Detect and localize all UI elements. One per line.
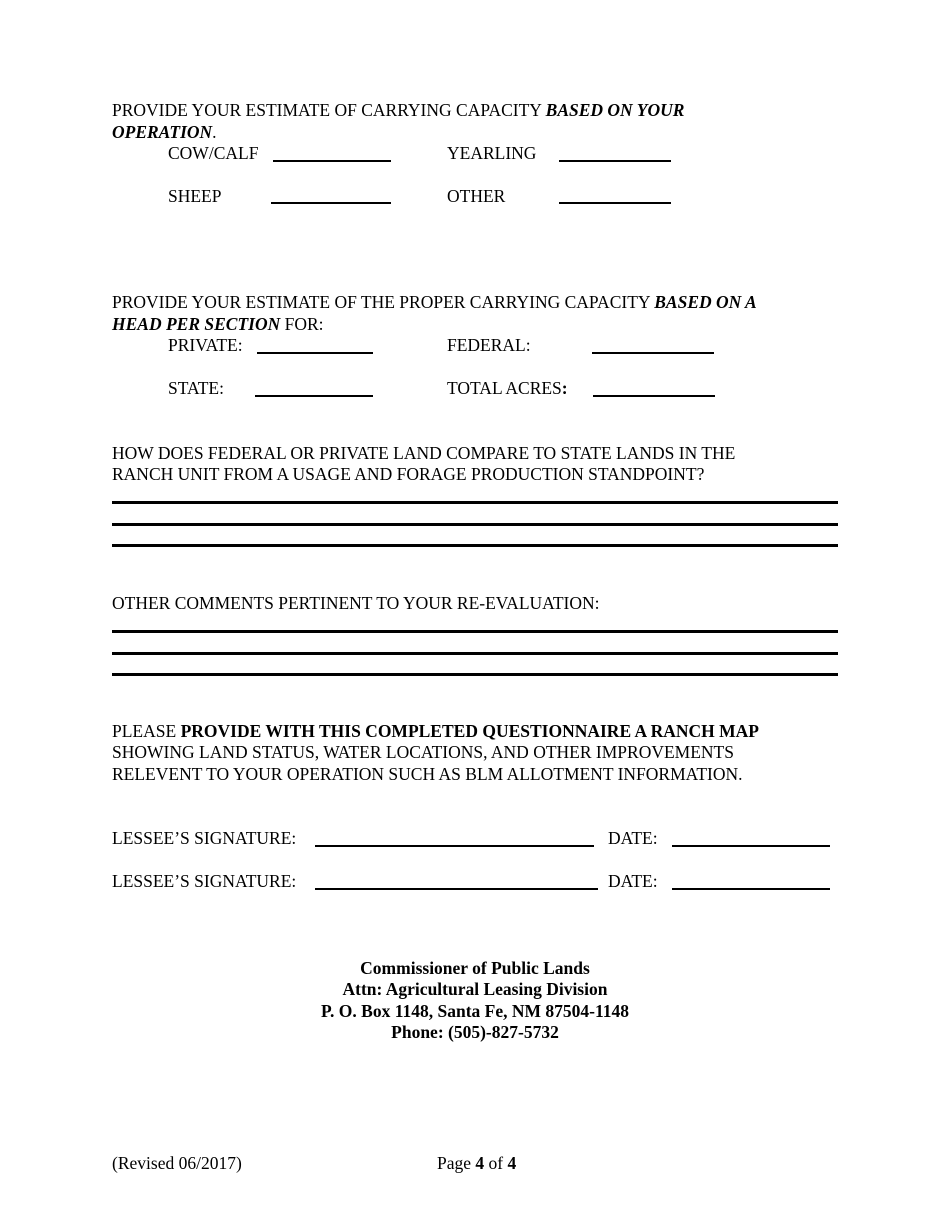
other-comments-answer-line[interactable] [112,652,838,655]
date-field[interactable] [672,888,830,890]
sheep-field[interactable] [271,202,391,204]
total-acres-label: TOTAL ACRES: [447,378,568,398]
other-comments-answer-line[interactable] [112,673,838,676]
heading-text: PROVIDE YOUR ESTIMATE OF CARRYING CAPACITY [112,100,546,120]
sheep-label: SHEEP [168,186,222,206]
federal-field[interactable] [592,352,714,354]
heading-emphasis: BASED ON A [654,292,757,312]
other-label: OTHER [447,186,506,206]
address-line1: Commissioner of Public Lands [360,958,590,978]
heading-text: FOR: [280,314,324,334]
other-field[interactable] [559,202,671,204]
ranch-map-instruction-line3: RELEVENT TO YOUR OPERATION SUCH AS BLM ALLOTMENT INFORMATION. [112,764,743,784]
total-acres-field[interactable] [593,395,715,397]
yearling-field[interactable] [559,160,671,162]
heading-emphasis: OPERATION [112,122,213,142]
cow-calf-field[interactable] [273,160,391,162]
heading-text: . [212,122,217,142]
private-label: PRIVATE: [168,335,243,355]
federal-label: FEDERAL: [447,335,531,355]
land-comparison-question-line1: HOW DOES FEDERAL OR PRIVATE LAND COMPARE TO STATE LANDS IN THE [112,443,736,463]
land-comparison-answer-line[interactable] [112,523,838,526]
lessee-signature-field[interactable] [315,888,598,890]
cow-calf-label: COW/CALF [168,143,259,163]
date-label: DATE: [608,871,658,891]
heading-emphasis: BASED ON YOUR [545,100,685,120]
lessee-signature-label: LESSEE’S SIGNATURE: [112,871,297,891]
lessee-signature-field[interactable] [315,845,594,847]
private-field[interactable] [257,352,373,354]
address-line3: P. O. Box 1148, Santa Fe, NM 87504-1148 [320,1001,630,1021]
state-field[interactable] [255,395,373,397]
date-field[interactable] [672,845,830,847]
address-line2: Attn: Agricultural Leasing Division [342,979,608,999]
address-phone: Phone: (505)-827-5732 [391,1022,559,1042]
ranch-map-instruction-line1: PLEASE PROVIDE WITH THIS COMPLETED QUESTIONNAIRE A RANCH MAP [112,721,759,741]
land-comparison-answer-line[interactable] [112,544,838,547]
ranch-map-instruction-line2: SHOWING LAND STATUS, WATER LOCATIONS, AND OTHER IMPROVEMENTS [112,742,734,762]
state-label: STATE: [168,378,224,398]
other-comments-answer-line[interactable] [112,630,838,633]
date-label: DATE: [608,828,658,848]
yearling-label: YEARLING [447,143,537,163]
revision-date: (Revised 06/2017) [112,1153,242,1173]
heading-emphasis: HEAD PER SECTION [112,314,281,334]
land-comparison-question-line2: RANCH UNIT FROM A USAGE AND FORAGE PRODUCTION STANDPOINT? [112,464,705,484]
carrying-capacity-section-heading [112,291,757,335]
heading-text: PROVIDE YOUR ESTIMATE OF THE PROPER CARRYING CAPACITY [112,292,655,312]
page-number: Page 4 of 4 [437,1153,517,1173]
carrying-capacity-operation-heading [112,99,684,143]
lessee-signature-label: LESSEE’S SIGNATURE: [112,828,297,848]
land-comparison-answer-line[interactable] [112,501,838,504]
other-comments-label: OTHER COMMENTS PERTINENT TO YOUR RE-EVALUATION: [112,593,600,613]
